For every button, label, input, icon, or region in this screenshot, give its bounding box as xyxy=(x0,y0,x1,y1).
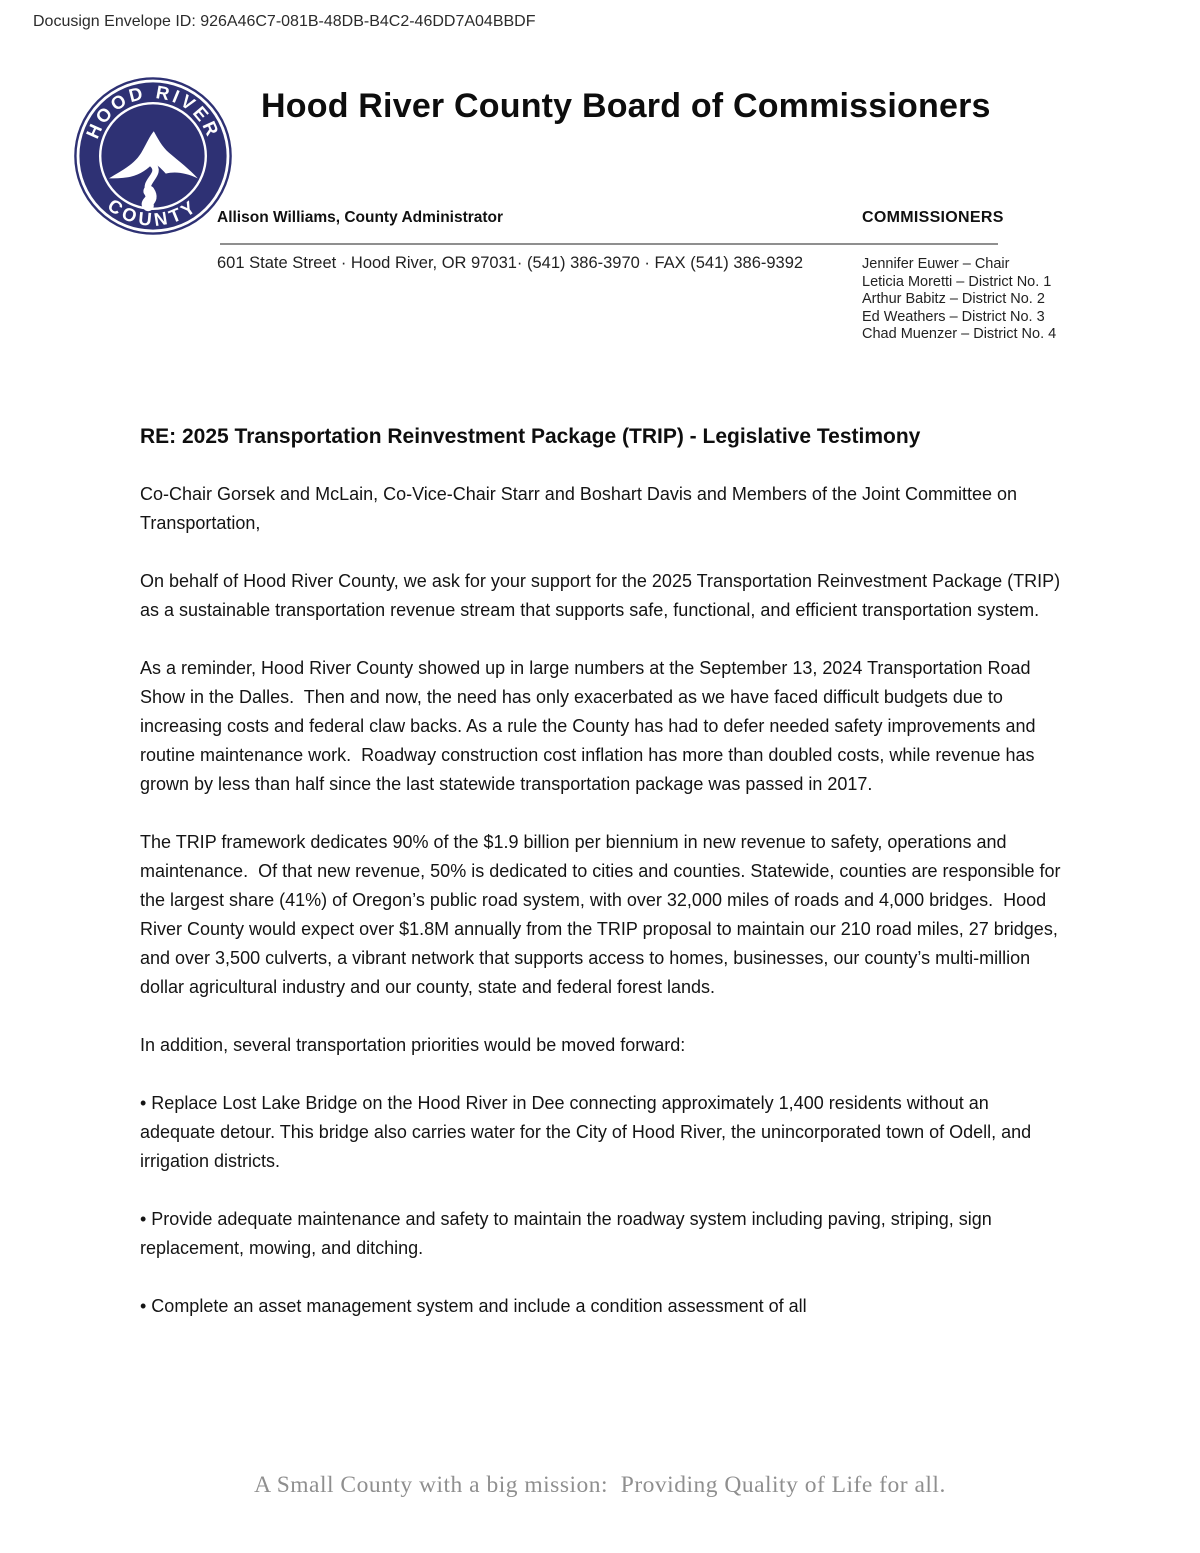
commissioner-item: Jennifer Euwer – Chair xyxy=(862,256,1010,272)
bullet-item: • Complete an asset management system and include a condition assessment of all xyxy=(140,1296,807,1316)
seal-bottom-text: COUNTY xyxy=(103,194,203,231)
page-title: Hood River County Board of Commissioners xyxy=(261,87,991,125)
subject-line: RE: 2025 Transportation Reinvestment Package (TRIP) - Legislative Testimony xyxy=(140,425,921,448)
commissioners-heading: COMMISSIONERS xyxy=(862,209,1004,226)
body-paragraph: As a reminder, Hood River County showed up in large numbers at the September 13, 2024 Transportation Road Show in the Dalles. Then and now, the need has only exacerbated as we have faced difficult budgets due to increasing costs and federal claw backs. As a rule the County has had to defer needed safety improvements and routine maintenance work. Roadway construction cost inflation has more than doubled costs, while revenue has grown by less than half since the last statewide transportation package was passed in 2017. xyxy=(140,658,1041,794)
bullet-item: • Provide adequate maintenance and safety to maintain the roadway system including paving, striping, sign replacement, mowing, and ditching. xyxy=(140,1209,997,1258)
letter-body xyxy=(140,424,1064,1321)
county-seal-svg xyxy=(73,76,233,236)
county-seal-logo xyxy=(73,76,233,236)
body-paragraph: On behalf of Hood River County, we ask for your support for the 2025 Transportation Reinvestment Package (TRIP) as a sustainable transportation revenue stream that supports safe, functional, and efficient transportation system. xyxy=(140,571,1066,620)
administrator-name: Allison Williams, County Administrator xyxy=(217,209,504,226)
commissioner-item: Chad Muenzer – District No. 4 xyxy=(862,326,1057,343)
footer-motto: A Small County with a big mission: Providing Quality of Life for all. xyxy=(254,1472,946,1498)
river-delta-icon xyxy=(147,191,151,205)
commissioner-item: Ed Weathers – District No. 3 xyxy=(862,308,1045,325)
docusign-envelope-id: Docusign Envelope ID: 926A46C7-081B-48DB-B4C2-46DD7A04BBDF xyxy=(33,13,536,30)
priorities-intro: In addition, several transportation priorities would be moved forward: xyxy=(140,1035,686,1055)
address-line: 601 State Street · Hood River, OR 97031· (541) 386-3970 · FAX (541) 386-9392 xyxy=(217,254,804,272)
salutation: Co-Chair Gorsek and McLain, Co-Vice-Chair Starr and Boshart Davis and Members of the Joint Committee on Transportation, xyxy=(140,484,1022,533)
header-divider xyxy=(220,243,998,245)
commissioner-item: Arthur Babitz – District No. 2 xyxy=(862,291,1045,308)
bullet-item: • Replace Lost Lake Bridge on the Hood River in Dee connecting approximately 1,400 residents without an adequate detour. This bridge also carries water for the City of Hood River, the unincorporated town of Odell, and irrigation districts. xyxy=(140,1093,1037,1171)
seal-top-text: HOOD RIVER xyxy=(81,81,225,142)
body-paragraph: The TRIP framework dedicates 90% of the $1.9 billion per biennium in new revenue to safety, operations and maintenance. Of that new revenue, 50% is dedicated to cities and counties. Statewide, counties are responsible for the largest share (41%) of Oregon’s public road system, with over 32,000 miles of roads and 4,000 bridges. Hood River County would expect over $1.8M annually from the TRIP proposal to maintain our 210 road miles, 27 bridges, and over 3,500 culverts, a vibrant network that supports access to homes, businesses, our county’s multi-million dollar agricultural industry and our county, state and federal forest lands. xyxy=(140,832,1066,997)
commissioner-list xyxy=(862,256,1056,344)
commissioner-item: Leticia Moretti – District No. 1 xyxy=(862,273,1052,290)
